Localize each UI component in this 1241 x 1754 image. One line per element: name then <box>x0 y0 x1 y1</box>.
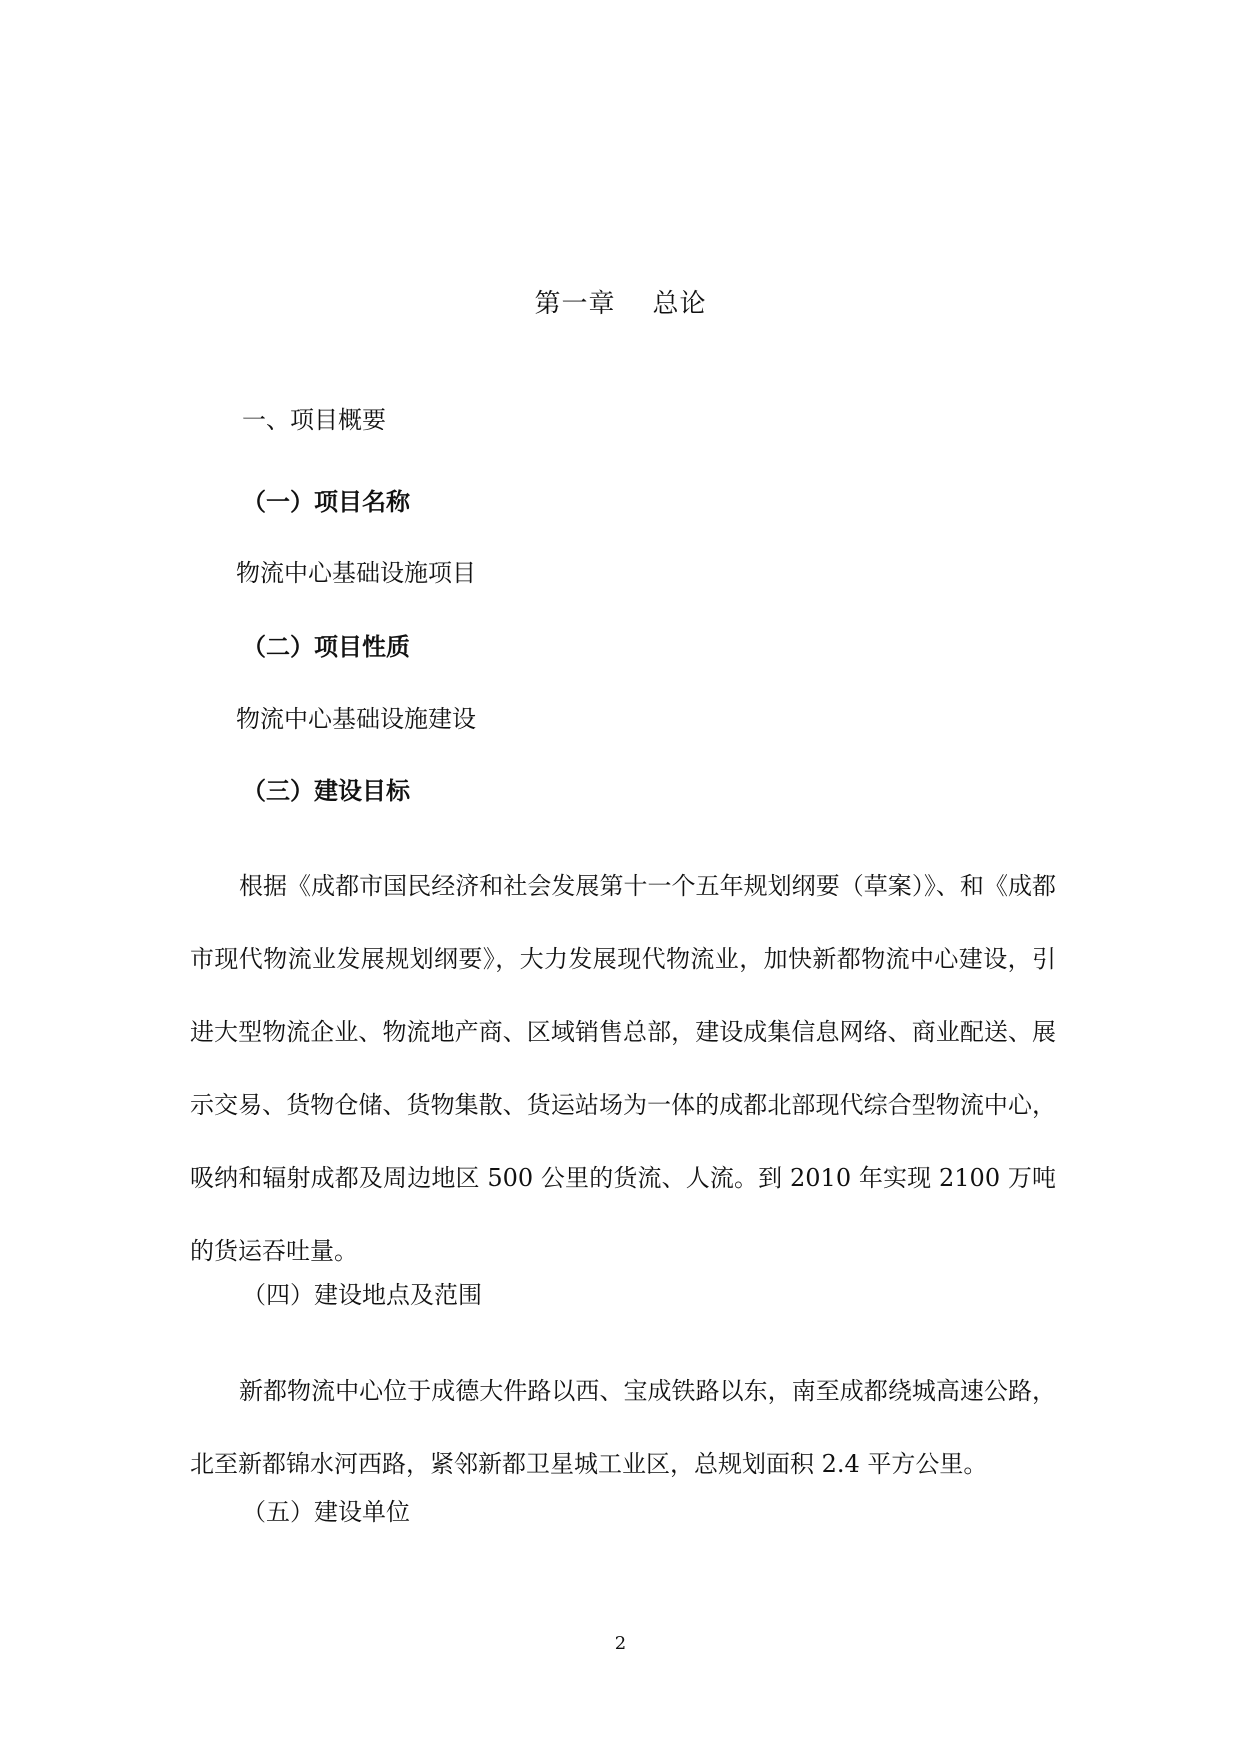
section-heading-overview: 一、项目概要 <box>242 406 386 434</box>
item-heading-construction-goal: （三）建设目标 <box>242 776 410 805</box>
project-name-text: 物流中心基础设施项目 <box>236 559 476 587</box>
item-heading-project-nature: （二）项目性质 <box>242 632 410 661</box>
item-heading-construction-unit: （五）建设单位 <box>242 1498 410 1526</box>
construction-goal-paragraph: 根据《成都市国民经济和社会发展第十一个五年规划纲要（草案）》、和《成都市现代物流业发展规划纲要》，大力发展现代物流业，加快新都物流中心建设，引进大型物流企业、物流地产商、区域销售总部，建设成集信息网络、商业配送、展示交易、货物仓储、货物集散、货运站场为一体的成都北部现代综合型物流中心，吸纳和辐射成都及周边地区 500 公里的货流、人流。到 2010 年实现 2100 万吨的货运吞吐量。 <box>190 872 1056 1265</box>
location-paragraph: 新都物流中心位于成德大件路以西、宝成铁路以东，南至成都绕城高速公路，北至新都锦水河西路，紧邻新都卫星城工业区，总规划面积 2.4 平方公里。 <box>190 1377 1056 1478</box>
item-heading-location: （四）建设地点及范围 <box>242 1281 482 1309</box>
chapter-title: 第一章 总论 <box>534 289 707 319</box>
project-nature-text: 物流中心基础设施建设 <box>236 705 476 733</box>
item-heading-project-name: （一）项目名称 <box>242 487 410 516</box>
page-number: 2 <box>614 1633 627 1654</box>
